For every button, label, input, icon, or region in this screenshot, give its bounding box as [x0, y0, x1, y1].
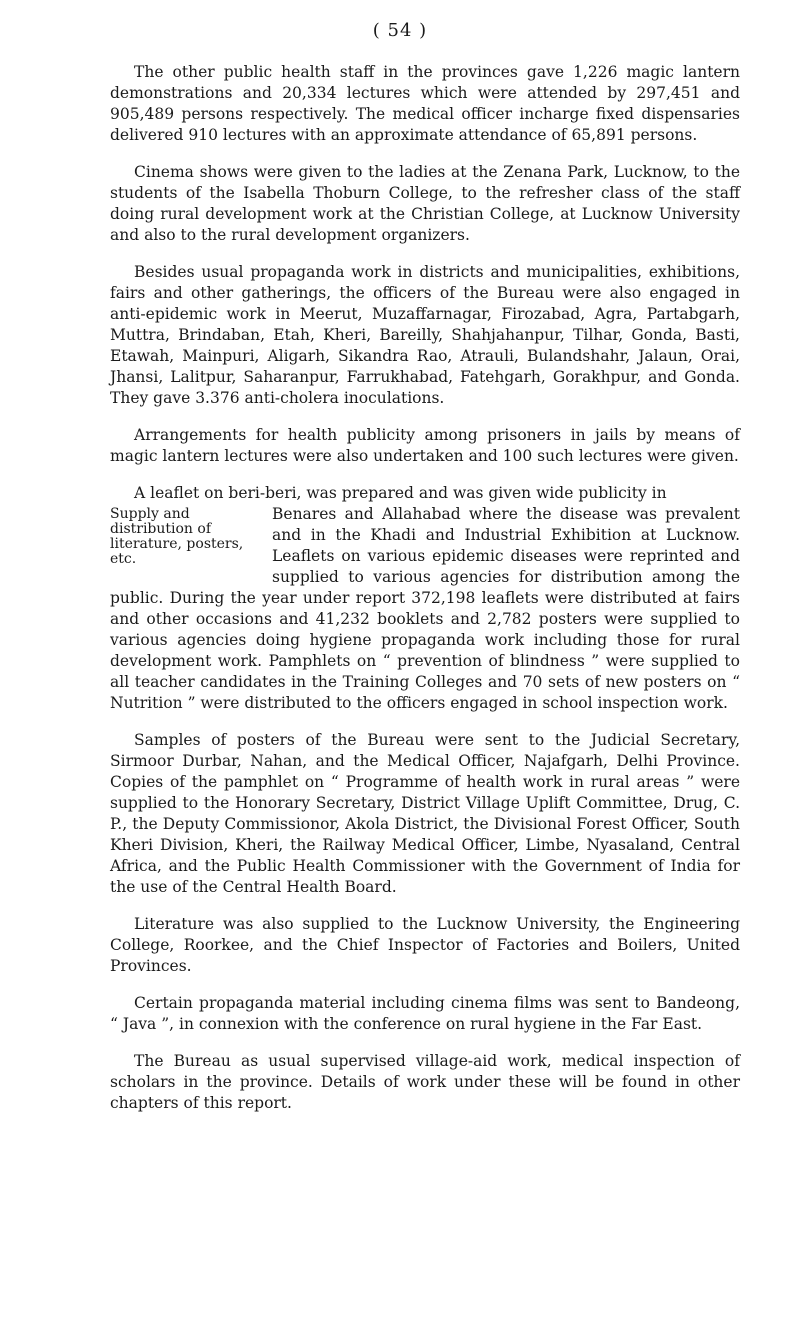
- paragraph-cinema-shows: Cinema shows were given to the ladies at the Zenana Park, Lucknow, to the students of the Isabella Thoburn College, to the refresher class of the staff doing rural development work at the Christian College, at Lucknow University and also to the rural development organizers.: [110, 163, 740, 244]
- paragraph-anti-epidemic: Besides usual propaganda work in districts and municipalities, exhibitions, fairs and other gatherings, the officers of the Bureau were also engaged in anti-epidemic work in Meerut, Muzaffarnagar, Firozabad, Agra, Partabgarh, Muttra, Brindaban, Etah, Kheri, Bareilly, Shahjahanpur, Tilhar, Gonda, Basti, Etawah, Mainpuri, Aligarh, Sikandra Rao, Atrauli, Bulandshahr, Jalaun, Orai, Jhansi, Lalitpur, Saharanpur, Farrukhabad, Fatehgarh, Gorakhpur, and Gonda. They gave 3.376 anti-cholera inoculations.: [110, 263, 740, 407]
- paragraph-leaflets: [110, 483, 740, 714]
- paragraph-village-aid: The Bureau as usual supervised village-aid work, medical inspection of scholars in the province. Details of work under these will be found in other chapters of this report.: [110, 1052, 740, 1112]
- marginal-note: Supply and distribution of literature, posters, etc.: [110, 506, 244, 567]
- page-number: ( 54 ): [372, 20, 428, 41]
- body-text: [110, 62, 740, 1130]
- paragraph-posters-samples: Samples of posters of the Bureau were sent to the Judicial Secretary, Sirmoor Durbar, Nahan, and the Medical Officer, Najafgarh, Delhi Province. Copies of the pamphlet on “ Programme of health work in rural areas ” were supplied to the Honorary Secretary, District Village Uplift Committee, Drug, C. P., the Deputy Commissionor, Akola District, the Divisional Forest Officer, South Kheri Division, Kheri, the Railway Medical Officer, Limbe, Nyasaland, Central Africa, and the Public Health Commissioner with the Government of India for the use of the Central Health Board.: [110, 731, 740, 896]
- paragraph-leaflets-lead: A leaflet on beri-beri, was prepared and was given wide publicity in: [134, 484, 667, 502]
- paragraph-prisoners: Arrangements for health publicity among prisoners in jails by means of magic lantern lectures were also undertaken and 100 such lectures were given.: [110, 426, 740, 465]
- paragraph-magic-lantern: The other public health staff in the provinces gave 1,226 magic lantern demonstrations and 20,334 lectures which were attended by 297,451 and 905,489 persons respectively. The medical officer incharge fixed dispensaries delivered 910 lectures with an approximate attendance of 65,891 persons.: [110, 63, 740, 144]
- paragraph-leaflets-body: Benares and Allahabad where the disease was prevalent and in the Khadi and Industrial Exhibition at Lucknow. Leaflets on various epidemic diseases were reprinted and supplied to various agencies for distribution among the public. During the year under report 372,198 leaflets were distributed at fairs and other occasions and 41,232 booklets and 2,782 posters were supplied to various agencies doing hygiene propaganda work including those for rural development work. Pamphlets on “ prevention of blindness ” were supplied to all teacher candidates in the Training Colleges and 70 sets of new posters on “ Nutrition ” were distributed to the officers engaged in school inspection work.: [110, 505, 740, 712]
- paragraph-java: Certain propaganda material including cinema films was sent to Bandeong, “ Java ”, in connexion with the conference on rural hygiene in the Far East.: [110, 994, 740, 1033]
- paragraph-literature: Literature was also supplied to the Lucknow University, the Engineering College, Roorkee, and the Chief Inspector of Factories and Boilers, United Provinces.: [110, 915, 740, 975]
